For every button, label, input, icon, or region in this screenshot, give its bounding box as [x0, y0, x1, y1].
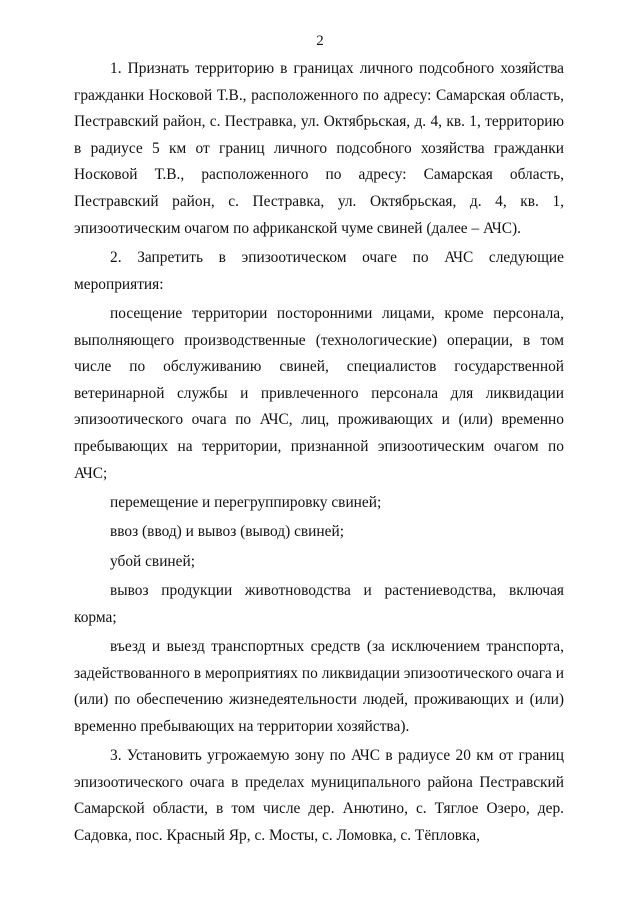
prohibition-vehicles: въезд и выезд транспортных средств (за исключением транспорта, задействованного в мероприятиях по ликвидации эпизоотического очага и (или) по обеспечению жизнедеятельности людей, проживающих и (или) временно пребывающих на территории хозяйства).: [74, 638, 564, 735]
prohibition-slaughter: убой свиней;: [110, 552, 196, 570]
paragraph-2-prohibit: 2. Запретить в эпизоотическом очаге по АЧС следующие мероприятия:: [74, 248, 564, 293]
paragraph-3-threat-zone: 3. Установить угрожаемую зону по АЧС в радиусе 20 км от границ эпизоотического очага в пределах муниципального района Пестравский Самарской области, в том числе дер. Анютино, с. Тяглое Озеро, дер. Садовка, пос. Красный Яр, с. Мосты, с. Ломовка, с. Тёпловка,: [74, 747, 564, 844]
page-number: 2: [316, 33, 324, 49]
document-body: [74, 56, 564, 852]
prohibition-products: вывоз продукции животноводства и растениеводства, включая корма;: [74, 582, 564, 626]
prohibition-import-export: ввоз (ввод) и вывоз (вывод) свиней;: [110, 523, 344, 541]
prohibition-visits: посещение территории посторонними лицами, кроме персонала, выполняющего производственные (технологические) операции, в том числе по обслуживанию свиней, специалистов государственной ветеринарной службы и привлеченного персонала для ликвидации эпизоотического очага по АЧС, лиц, проживающих и (или) временно пребывающих на территории, признанной эпизоотическим очагом по АЧС;: [74, 304, 564, 482]
paragraph-1-territory: 1. Признать территорию в границах личного подсобного хозяйства гражданки Носковой Т.В., расположенного по адресу: Самарская область, Пестравский район, с. Пестравка, ул. Октябрьская, д. 4, кв. 1, территорию в радиусе 5 км от границ личного подсобного хозяйства гражданки Носковой Т.В., расположенного по адресу: Самарская область, Пестравский район, с. Пестравка, ул. Октябрьская, д. 4, кв. 1, эпизоотическим очагом по африканской чуме свиней (далее – АЧС).: [74, 60, 564, 237]
prohibition-movement: перемещение и перегруппировку свиней;: [110, 493, 382, 511]
